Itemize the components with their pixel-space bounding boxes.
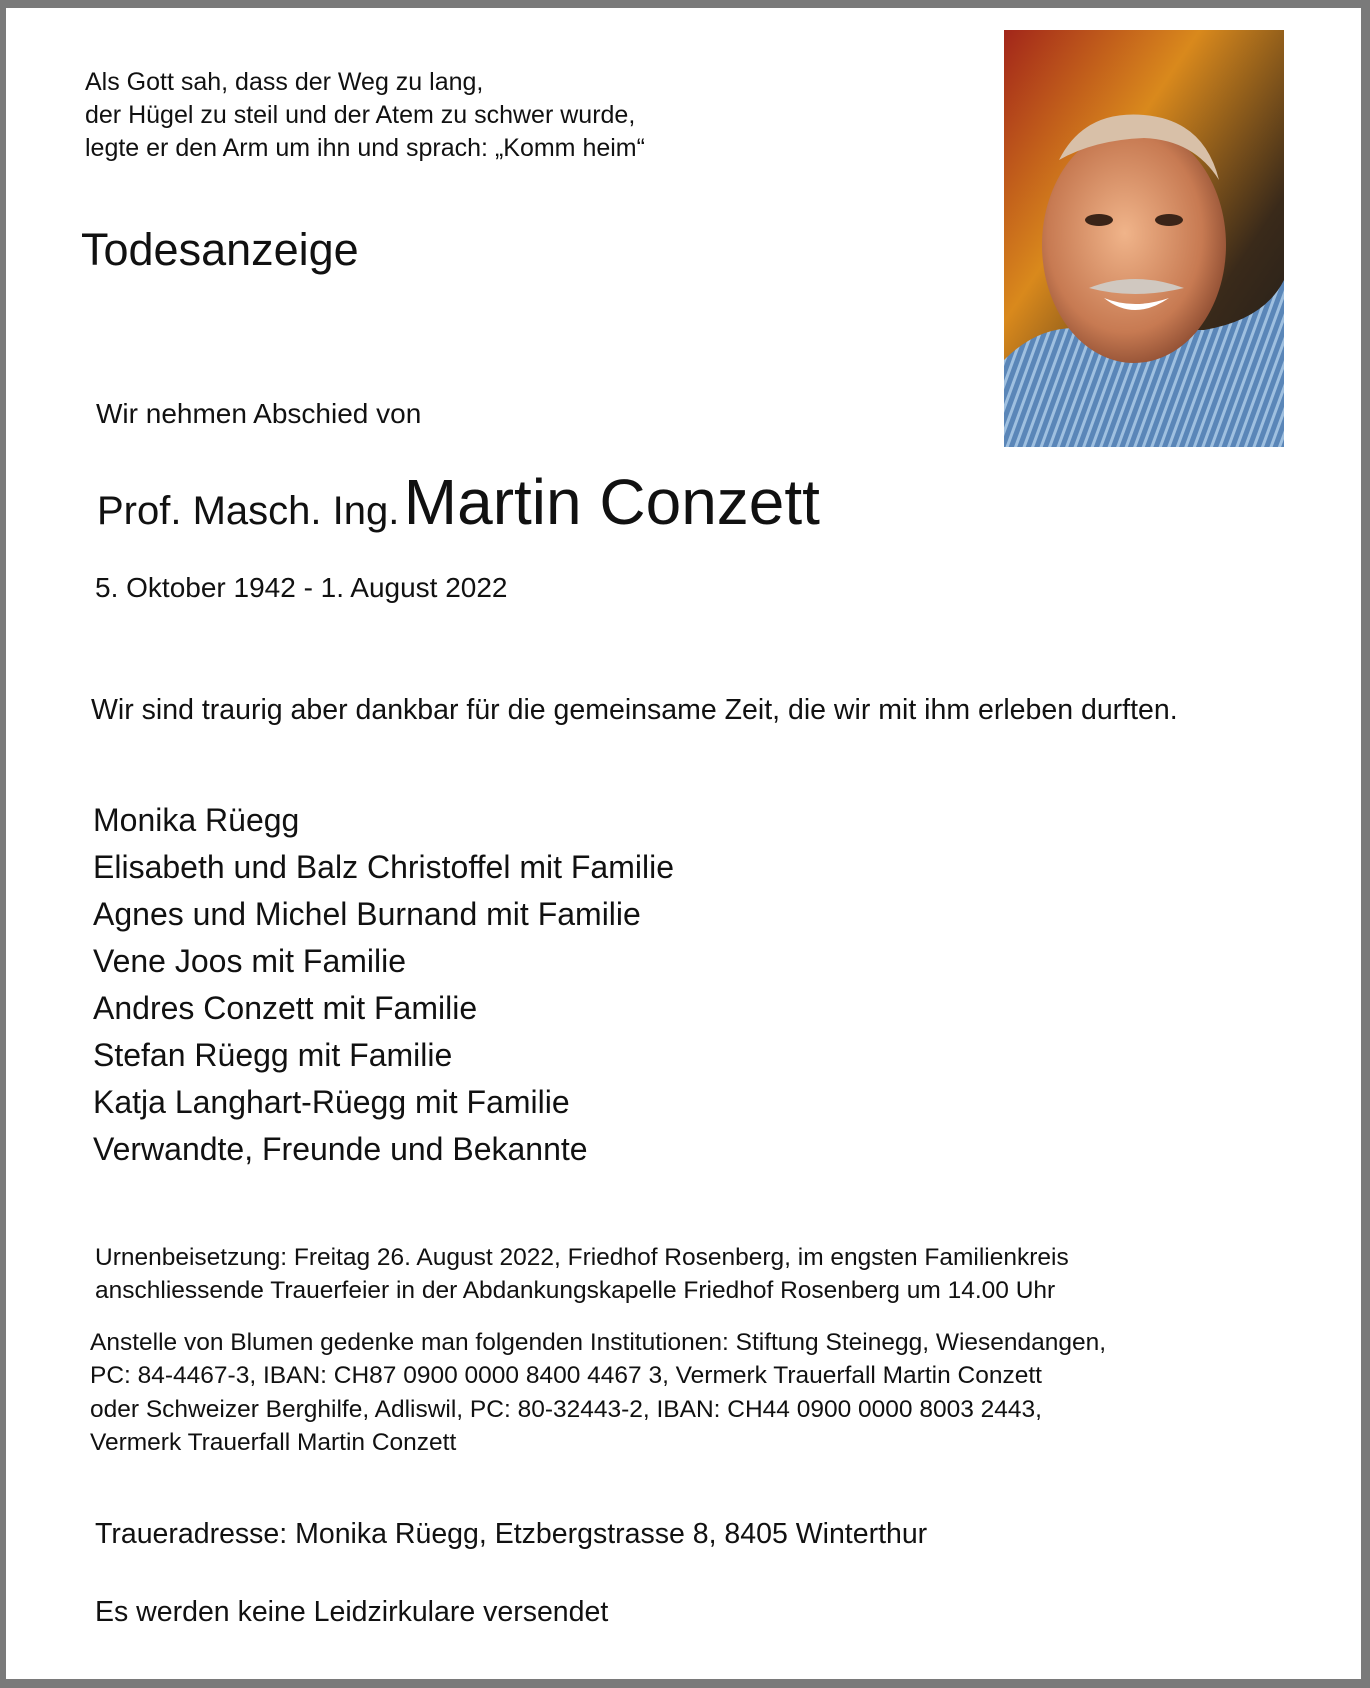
deceased-name	[97, 462, 820, 560]
page-title: Todesanzeige	[81, 224, 359, 275]
message-paragraph: Wir sind traurig aber dankbar für die gemeinsame Zeit, die wir mit ihm erleben durften.	[91, 693, 1178, 726]
verse-line: der Hügel zu steil und der Atem zu schwer wurde,	[85, 101, 636, 129]
verse-line: legte er den Arm um ihn und sprach: „Komm heim“	[85, 134, 645, 162]
burial-info	[95, 1242, 1069, 1307]
mourners-list	[93, 797, 674, 1173]
mourner: Stefan Rüegg mit Familie	[93, 1037, 453, 1073]
mourner: Agnes und Michel Burnand mit Familie	[93, 896, 641, 932]
mourner: Monika Rüegg	[93, 802, 300, 838]
donation-line: Vermerk Trauerfall Martin Conzett	[90, 1428, 457, 1456]
mourner: Vene Joos mit Familie	[93, 943, 407, 979]
burial-line: Urnenbeisetzung: Freitag 26. August 2022, Friedhof Rosenberg, im engsten Familienkreis	[95, 1244, 1069, 1271]
donation-line: Anstelle von Blumen gedenke man folgenden Institutionen: Stiftung Steinegg, Wiesendangen,	[90, 1329, 1107, 1356]
life-dates: 5. Oktober 1942 - 1. August 2022	[95, 572, 508, 603]
portrait-photo	[1004, 30, 1284, 447]
donation-line: oder Schweizer Berghilfe, Adliswil, PC: 80-32443-2, IBAN: CH44 0900 0000 8003 2443,	[90, 1395, 1042, 1423]
mourner: Katja Langhart-Rüegg mit Familie	[93, 1084, 570, 1120]
mourner: Andres Conzett mit Familie	[93, 990, 478, 1026]
verse	[85, 66, 645, 165]
mourning-address: Traueradresse: Monika Rüegg, Etzbergstrasse 8, 8405 Winterthur	[95, 1518, 928, 1550]
intro-text: Wir nehmen Abschied von	[96, 398, 422, 429]
burial-line: anschliessende Trauerfeier in der Abdankungskapelle Friedhof Rosenberg um 14.00 Uhr	[95, 1276, 1056, 1304]
donation-line: PC: 84-4467-3, IBAN: CH87 0900 0000 8400 4467 3, Vermerk Trauerfall Martin Conzett	[90, 1362, 1042, 1390]
mourner: Verwandte, Freunde und Bekannte	[93, 1131, 588, 1167]
closing-note: Es werden keine Leidzirkulare versendet	[95, 1596, 609, 1628]
verse-line: Als Gott sah, dass der Weg zu lang,	[85, 68, 484, 96]
deceased-title: Prof. Masch. Ing.	[97, 489, 400, 533]
donation-info	[90, 1326, 1106, 1459]
deceased-full-name: Martin Conzett	[403, 466, 820, 538]
mourner: Elisabeth und Balz Christoffel mit Familie	[93, 849, 674, 885]
